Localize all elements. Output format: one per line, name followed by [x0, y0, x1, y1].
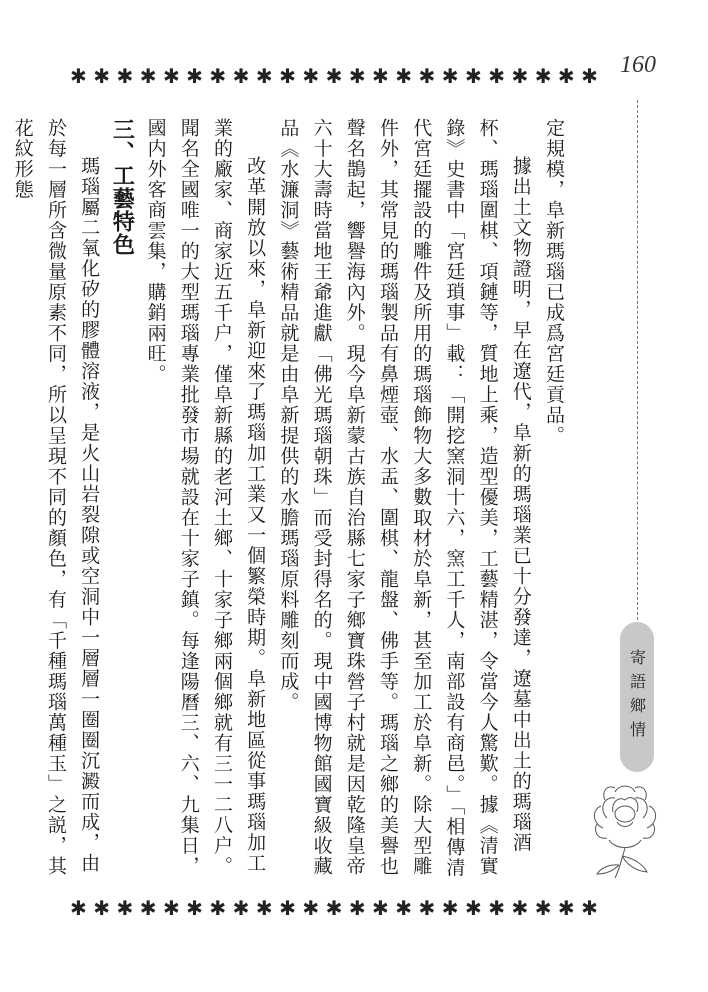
- ornament-star-icon: ✱: [93, 896, 110, 920]
- paragraph-reform: 改革開放以來，阜新迎來了瑪瑙加工業又一個繁榮時期。阜新地區從事瑪瑙加工業的廠家、商家近五千户，僅阜新縣的老河土鄉、十家子鄉兩個鄉就有三一二八户。聞名全國唯一的大型瑪瑙專業批發市場就設在十家子鎮。每逢陽曆三、六、九集日，國内外客商雲集，購銷兩旺。: [144, 118, 267, 877]
- ornament-star-icon: ✱: [581, 896, 598, 920]
- page-number: 160: [620, 52, 656, 78]
- ornament-star-icon: ✱: [70, 896, 87, 920]
- section-heading: 三、工藝特色: [109, 118, 135, 256]
- section-tab-label: 寄語鄉情: [620, 622, 654, 772]
- ornament-star-icon: ✱: [534, 64, 552, 88]
- top-ornament-border: [70, 64, 598, 88]
- ornament-star-icon: ✱: [488, 64, 505, 88]
- paragraph-continued: 定規模，阜新瑪瑙已成爲宮廷貢品。: [543, 118, 565, 446]
- ornament-star-icon: ✱: [186, 896, 203, 920]
- ornament-star-icon: ✱: [302, 896, 320, 920]
- paragraph-craft: 瑪瑙屬二氧化矽的膠體溶液，是火山岩裂隙或空洞中一層層一圈圈沉澱而成，由於每一層所含微量原素不同，所以呈現不同的顏色，有「千種瑪瑙萬種玉」之説，其花紋形態: [11, 118, 101, 877]
- ornament-star-icon: ✱: [162, 896, 180, 920]
- ornament-star-icon: ✱: [395, 64, 413, 88]
- ornament-star-icon: ✱: [441, 64, 459, 88]
- ornament-star-icon: ✱: [116, 896, 134, 920]
- ornament-star-icon: ✱: [279, 64, 296, 88]
- ornament-star-icon: ✱: [139, 64, 157, 88]
- peony-flower-icon: [575, 770, 675, 880]
- ornament-star-icon: ✱: [511, 896, 529, 920]
- ornament-star-icon: ✱: [325, 64, 343, 88]
- ornament-star-icon: ✱: [372, 64, 389, 88]
- ornament-star-icon: ✱: [464, 64, 482, 88]
- side-dashed-line: [637, 100, 638, 620]
- ornament-star-icon: ✱: [186, 64, 203, 88]
- ornament-star-icon: ✱: [70, 64, 87, 88]
- bottom-ornament-border: [70, 896, 598, 920]
- ornament-star-icon: ✱: [581, 64, 598, 88]
- ornament-star-icon: ✱: [139, 896, 157, 920]
- ornament-star-icon: ✱: [162, 64, 180, 88]
- ornament-star-icon: ✱: [372, 896, 389, 920]
- ornament-star-icon: ✱: [534, 896, 552, 920]
- ornament-star-icon: ✱: [418, 64, 436, 88]
- ornament-star-icon: ✱: [348, 64, 366, 88]
- ornament-star-icon: ✱: [255, 64, 273, 88]
- ornament-star-icon: ✱: [325, 896, 343, 920]
- ornament-star-icon: ✱: [116, 64, 134, 88]
- ornament-star-icon: ✱: [557, 64, 575, 88]
- ornament-star-icon: ✱: [93, 64, 110, 88]
- ornament-star-icon: ✱: [348, 896, 366, 920]
- body-text: [11, 118, 570, 878]
- ornament-star-icon: ✱: [488, 896, 505, 920]
- ornament-star-icon: ✱: [279, 896, 296, 920]
- ornament-star-icon: ✱: [255, 896, 273, 920]
- ornament-star-icon: ✱: [209, 64, 227, 88]
- ornament-star-icon: ✱: [464, 896, 482, 920]
- ornament-star-icon: ✱: [557, 896, 575, 920]
- ornament-star-icon: ✱: [511, 64, 529, 88]
- ornament-star-icon: ✱: [441, 896, 459, 920]
- ornament-star-icon: ✱: [418, 896, 436, 920]
- ornament-star-icon: ✱: [232, 64, 250, 88]
- ornament-star-icon: ✱: [395, 896, 413, 920]
- ornament-star-icon: ✱: [232, 896, 250, 920]
- ornament-star-icon: ✱: [302, 64, 320, 88]
- ornament-star-icon: ✱: [209, 896, 227, 920]
- paragraph-history: 據出土文物證明，早在遼代，阜新的瑪瑙業已十分發達，遼墓中出土的瑪瑙酒杯、瑪瑙圍棋、項鏈等，質地上乘，造型優美，工藝精湛，令當今人驚歎。據《清實錄》史書中「宮廷瑣事」載：「開挖窯洞十六，窯工千人，南部設有商邑。」「相傳清代宮廷擺設的雕件及所用的瑪瑙飾物大多數取材於阜新，甚至加工於阜新。除大型雕件外，其常見的瑪瑙製品有鼻煙壺、水盂、圍棋、龍盤、佛手等。瑪瑙之鄉的美譽也聲名鵲起，響譽海內外。現今阜新蒙古族自治縣七家子鄉寶珠營子村就是因乾隆皇帝六十大壽時當地王爺進獻「佛光瑪瑙朝珠」而受封得名的。現中國博物館國寶級收藏品《水濂洞》藝術精品就是由阜新提供的水膽瑪瑙原料雕刻而成。: [277, 118, 532, 878]
